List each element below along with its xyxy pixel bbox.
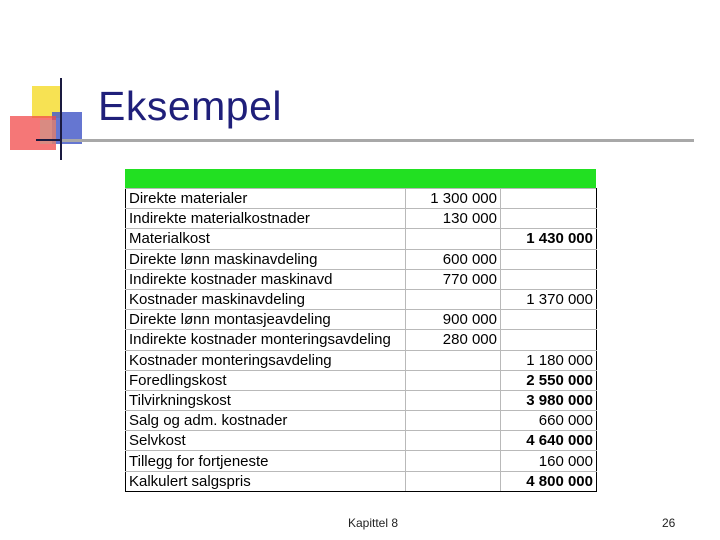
table-row: [126, 471, 597, 491]
amount-column-1: 600 000: [406, 249, 501, 269]
amount-column-1: [406, 390, 501, 410]
amount-column-2: 2 550 000: [501, 370, 597, 390]
row-label: Kostnader monteringsavdeling: [126, 350, 406, 370]
amount-column-2: [501, 189, 597, 209]
row-label: Direkte materialer: [126, 189, 406, 209]
amount-column-2: 4 640 000: [501, 431, 597, 451]
table-row: [126, 431, 597, 451]
amount-column-2: 1 370 000: [501, 289, 597, 309]
page-number: 26: [662, 516, 676, 530]
amount-column-1: [406, 471, 501, 491]
amount-column-1: 130 000: [406, 209, 501, 229]
table-header-bar: [125, 169, 596, 188]
row-label: Materialkost: [126, 229, 406, 249]
amount-column-2: 3 980 000: [501, 390, 597, 410]
table-row: [126, 189, 597, 209]
amount-column-1: [406, 229, 501, 249]
table-row: [126, 390, 597, 410]
amount-column-2: 1 180 000: [501, 350, 597, 370]
amount-column-1: [406, 370, 501, 390]
amount-column-1: [406, 431, 501, 451]
table-row: [126, 289, 597, 309]
amount-column-1: 1 300 000: [406, 189, 501, 209]
amount-column-2: [501, 330, 597, 350]
amount-column-2: 1 430 000: [501, 229, 597, 249]
table-row: [126, 310, 597, 330]
row-label: Direkte lønn montasjeavdeling: [126, 310, 406, 330]
amount-column-1: [406, 451, 501, 471]
table-row: [126, 451, 597, 471]
table-row: [126, 269, 597, 289]
cost-table: [125, 188, 597, 492]
row-label: Indirekte kostnader maskinavd: [126, 269, 406, 289]
row-label: Salg og adm. kostnader: [126, 411, 406, 431]
table-row: [126, 330, 597, 350]
row-label: Kalkulert salgspris: [126, 471, 406, 491]
row-label: Direkte lønn maskinavdeling: [126, 249, 406, 269]
row-label: Selvkost: [126, 431, 406, 451]
row-label: Indirekte kostnader monteringsavdeling: [126, 330, 406, 350]
row-label: Tilvirkningskost: [126, 390, 406, 410]
footer-chapter: Kapittel 8: [348, 516, 399, 530]
amount-column-1: [406, 350, 501, 370]
table-row: [126, 229, 597, 249]
row-label: Indirekte materialkostnader: [126, 209, 406, 229]
table-row: [126, 350, 597, 370]
cost-table-container: [125, 169, 596, 492]
row-label: Foredlingskost: [126, 370, 406, 390]
table-row: [126, 249, 597, 269]
amount-column-2: [501, 209, 597, 229]
amount-column-1: 900 000: [406, 310, 501, 330]
amount-column-2: [501, 269, 597, 289]
table-row: [126, 209, 597, 229]
row-label: Kostnader maskinavdeling: [126, 289, 406, 309]
table-row: [126, 370, 597, 390]
amount-column-1: [406, 411, 501, 431]
amount-column-2: [501, 310, 597, 330]
table-row: [126, 411, 597, 431]
amount-column-2: [501, 249, 597, 269]
page-title: Eksempel: [98, 83, 283, 129]
amount-column-2: 160 000: [501, 451, 597, 471]
amount-column-1: 770 000: [406, 269, 501, 289]
amount-column-2: 4 800 000: [501, 471, 597, 491]
amount-column-1: 280 000: [406, 330, 501, 350]
amount-column-2: 660 000: [501, 411, 597, 431]
title-divider: [62, 139, 694, 142]
amount-column-1: [406, 289, 501, 309]
row-label: Tillegg for fortjeneste: [126, 451, 406, 471]
